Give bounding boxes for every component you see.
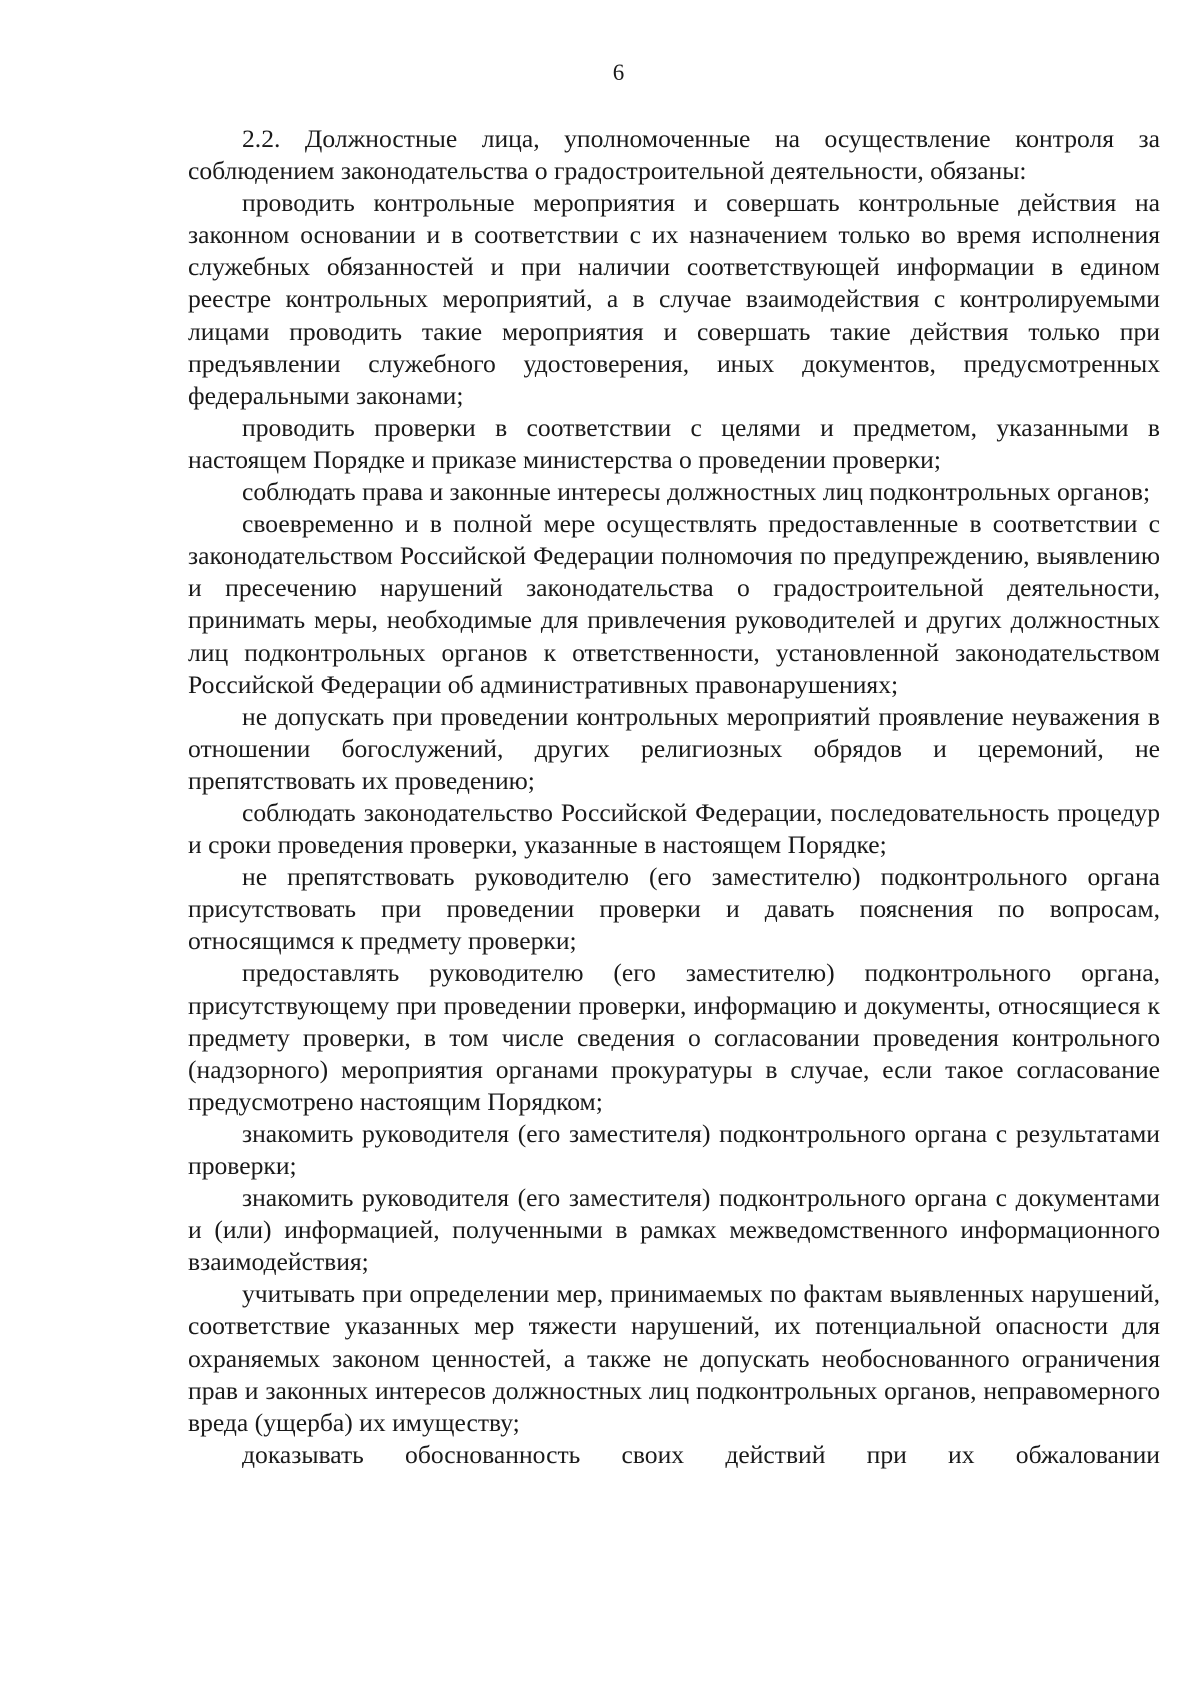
paragraph-duty-provide-info: предоставлять руководителю (его заместителю) подконтрольного органа, присутствующему при проведении проверки, информацию и документы, относящиеся к предмету проверки, в том числе сведения о согласовании проведения контрольного (надзорного) мероприятия органами прокуратуры в случае, если такое согласование предусмотрено настоящим Порядком; bbox=[188, 958, 1160, 1116]
paragraph-duty-proportional-measures: учитывать при определении мер, принимаемых по фактам выявленных нарушений, соответствие указанных мер тяжести нарушений, их потенциальной опасности для охраняемых законом ценностей, а также не допускать необоснованного ограничения прав и законных интересов должностных лиц подконтрольных органов, неправомерного вреда (ущерба) их имуществу; bbox=[188, 1279, 1160, 1437]
paragraph-duty-allow-presence: не препятствовать руководителю (его заместителю) подконтрольного органа присутствовать при проведении проверки и давать пояснения по вопросам, относящимся к предмету проверки; bbox=[188, 862, 1160, 956]
paragraph-duty-inspections: проводить проверки в соответствии с целями и предметом, указанными в настоящем Порядке и приказе министерства о проведении проверки; bbox=[188, 412, 1160, 474]
paragraph-duty-respect-rights: соблюдать права и законные интересы должностных лиц подконтрольных органов; bbox=[242, 477, 1151, 507]
page-number: 6 bbox=[612, 60, 625, 85]
paragraph-duty-observe-law: соблюдать законодательство Российской Федерации, последовательность процедур и сроки проведения проверки, указанные в настоящем Порядке; bbox=[188, 797, 1160, 860]
paragraph-duty-conduct-control: проводить контрольные мероприятия и совершать контрольные действия на законном основании и в соответствии с их назначением только во время исполнения служебных обязанностей и при наличии соответствующей информации в едином реестре контрольных мероприятий, а в случае взаимодействия с контролируемыми лицами проводить такие мероприятия и совершать такие действия только при предъявлении служебного удостоверения, иных документов, предусмотренных федеральными законами; bbox=[188, 188, 1160, 410]
paragraph-2-2: 2.2. Должностные лица, уполномоченные на осуществление контроля за соблюдением законодательства о градостроительной деятельности, обязаны: bbox=[188, 124, 1160, 186]
paragraph-duty-timely-powers: своевременно и в полной мере осуществлять предоставленные в соответствии с законодательством Российской Федерации полномочия по предупреждению, выявлению и пресечению нарушений законодательства о градостроительной деятельности, принимать меры, необходимые для привлечения руководителей и других должностных лиц подконтрольных органов к ответственности, установленной законодательством Российской Федерации об административных правонарушениях; bbox=[188, 509, 1160, 699]
paragraph-duty-acquaint-documents: знакомить руководителя (его заместителя) подконтрольного органа с документами и (или) информацией, полученными в рамках межведомственного информационного взаимодействия; bbox=[188, 1183, 1160, 1277]
paragraph-duty-justify-actions: доказывать обоснованность своих действий при их обжаловании bbox=[242, 1439, 1160, 1469]
paragraph-duty-acquaint-results: знакомить руководителя (его заместителя) подконтрольного органа с результатами проверки; bbox=[188, 1118, 1160, 1180]
paragraph-duty-religious-respect: не допускать при проведении контрольных мероприятий проявление неуважения в отношении богослужений, других религиозных обрядов и церемоний, не препятствовать их проведению; bbox=[188, 701, 1160, 795]
document-body bbox=[188, 123, 1160, 1471]
